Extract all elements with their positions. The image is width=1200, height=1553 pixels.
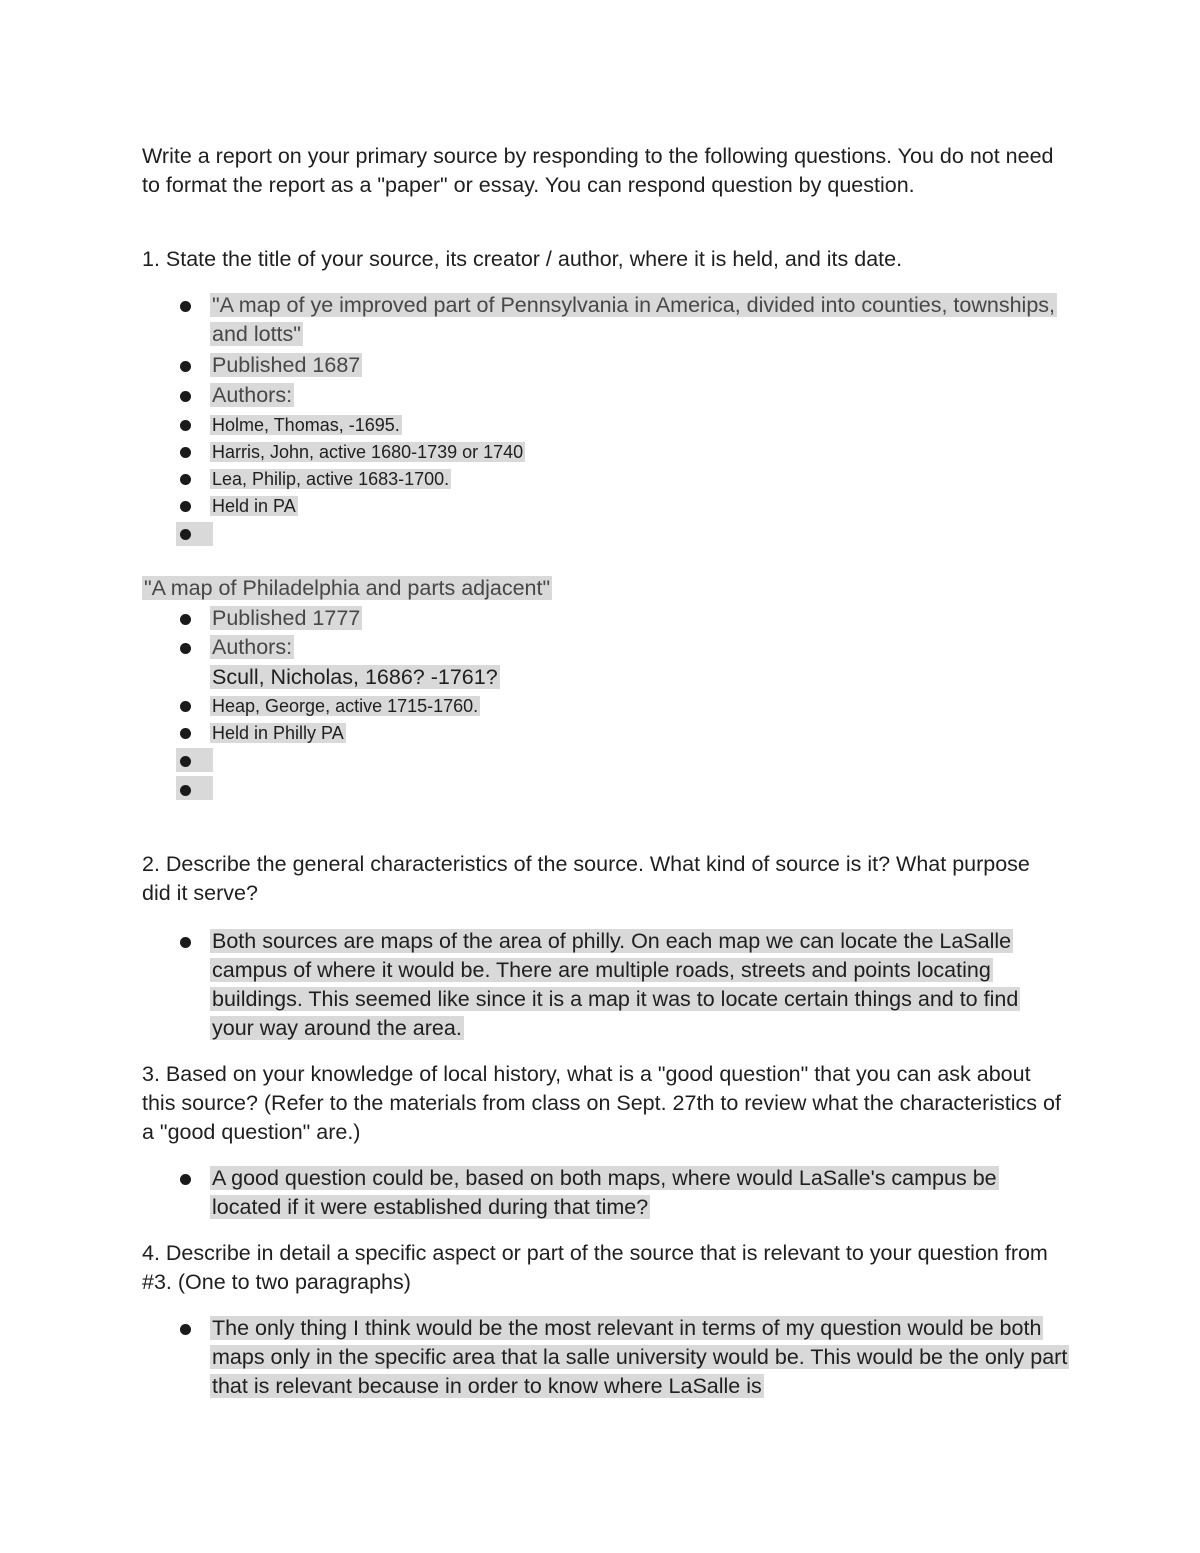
question-1: 1. State the title of your source, its creator / author, where it is held, and its date. xyxy=(142,247,903,271)
source-2-authors-label: Authors: xyxy=(212,635,293,659)
bullet-icon xyxy=(180,937,191,948)
question-2: 2. Describe the general characteristics of the source. What kind of source is it? What purpose did it serve? xyxy=(142,852,1030,905)
bullet-icon xyxy=(180,643,191,654)
source-2-author: Heap, George, active 1715-1760. xyxy=(212,696,479,716)
source-2-title: "A map of Philadelphia and parts adjacent" xyxy=(144,576,551,600)
source-1-held: Held in PA xyxy=(212,496,296,516)
bullet-icon xyxy=(180,756,191,767)
source-2-published: Published 1777 xyxy=(212,606,361,630)
source-1-title: "A map of ye improved part of Pennsylvania in America, divided into counties, townships, and lotts" xyxy=(212,293,1055,346)
bullet-icon xyxy=(180,529,191,540)
bullet-icon xyxy=(180,728,191,739)
bullet-icon xyxy=(180,501,191,512)
bullet-icon xyxy=(180,447,191,458)
answer-2: Both sources are maps of the area of philly. On each map we can locate the LaSalle campus of where it would be. There are multiple roads, streets and points locating buildings. This seemed like since it is a map it was to locate certain things and to find your way around the area. xyxy=(212,929,1019,1040)
source-1-published: Published 1687 xyxy=(212,353,361,377)
question-4: 4. Describe in detail a specific aspect or part of the source that is relevant to your question from #3. (One to two paragraphs) xyxy=(142,1241,1048,1294)
bullet-icon xyxy=(180,420,191,431)
source-1-author: Harris, John, active 1680-1739 or 1740 xyxy=(212,442,524,462)
bullet-icon xyxy=(180,301,191,312)
bullet-icon xyxy=(180,614,191,625)
bullet-icon xyxy=(180,474,191,485)
intro-paragraph: Write a report on your primary source by responding to the following questions. You do not need to format the report as a "paper" or essay. You can respond question by question. xyxy=(142,144,1054,197)
bullet-icon xyxy=(180,391,191,402)
source-2-author: Scull, Nicholas, 1686? -1761? xyxy=(212,665,498,689)
bullet-icon xyxy=(180,1324,191,1335)
source-1-authors-label: Authors: xyxy=(212,383,293,407)
source-1-author: Holme, Thomas, -1695. xyxy=(212,415,400,435)
source-1-author: Lea, Philip, active 1683-1700. xyxy=(212,469,450,489)
bullet-icon xyxy=(180,785,191,796)
question-3: 3. Based on your knowledge of local history, what is a "good question" that you can ask about this source? (Refer to the materials from class on Sept. 27th to review what the characteristics of a "good question" are.) xyxy=(142,1062,1061,1144)
answer-3: A good question could be, based on both maps, where would LaSalle's campus be located if it were established during that time? xyxy=(212,1166,997,1219)
answer-4: The only thing I think would be the most relevant in terms of my question would be both maps only in the specific area that la salle university would be. This would be the only part that is relevant because in order to know where LaSalle is xyxy=(212,1316,1068,1398)
bullet-icon xyxy=(180,701,191,712)
bullet-icon xyxy=(180,361,191,372)
bullet-icon xyxy=(180,1174,191,1185)
source-2-held: Held in Philly PA xyxy=(212,723,344,743)
